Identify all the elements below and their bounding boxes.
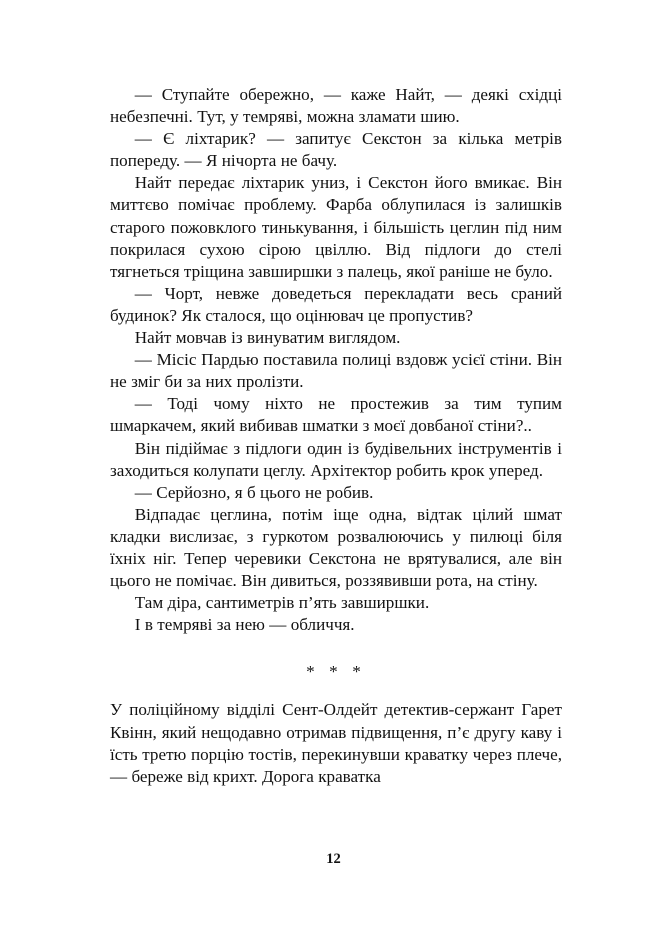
paragraph: У поліційному відділі Сент-Олдейт детектив-сержант Гарет Квінн, який нещодавно отримав підвищення, п’є другу каву і їсть третю порцію тостів, перекинувши краватку через плече, — береже від крихт. Дорога краватка: [110, 700, 562, 786]
paragraph: — Тоді чому ніхто не простежив за тим тупим шмаркачем, який вибивав шматки з моєї довбаної стіни?..: [110, 394, 562, 436]
paragraph: Він підіймає з підлоги один із будівельних інструментів і заходиться колупати цеглу. Архітектор робить крок уперед.: [110, 438, 562, 480]
paragraph: — Ступайте обережно, — каже Найт, — деякі східці небезпечні. Тут, у темряві, можна зламати шию.: [110, 85, 562, 127]
paragraph: Відпадає цеглина, потім іще одна, відтак цілий шмат кладки вислизає, з гуркотом розвалюючись у пилюці біля їхніх ніг. Тепер черевики Секстона не врятувалися, але він цього не помічає. Він дивиться, роззявивши рота, на стіну.: [110, 504, 562, 591]
paragraph: Найт передає ліхтарик униз, і Секстон його вмикає. Він миттєво помічає проблему. Фарба облупилася із залишків старого пожовклого тинькування, і більшість цеглин під ним покрилася сухою сірою цвіллю. Від підлоги до стелі тягнеться тріщина завширшки з палець, якої раніше не було.: [110, 173, 562, 281]
paragraph: — Є ліхтарик? — запитує Секстон за кілька метрів попереду. — Я нічорта не бачу.: [110, 129, 562, 171]
page-number: 12: [326, 851, 341, 867]
paragraph: І в темряві за нею — обличчя.: [134, 615, 355, 635]
paragraph: — Чорт, невже доведеться перекладати весь сраний будинок? Як сталося, що оцінювач це пропустив?: [110, 283, 562, 325]
paragraph: — Місіс Пардью поставила полиці вздовж усієї стіни. Він не зміг би за них пролізти.: [110, 350, 562, 392]
paragraph: Там діра, сантиметрів п’ять завширшки.: [134, 593, 430, 613]
page-text-block: [110, 84, 562, 788]
section-break-divider: * * *: [306, 662, 366, 682]
paragraph: Найт мовчав із винуватим виглядом.: [134, 328, 401, 348]
paragraph: — Серйозно, я б цього не робив.: [134, 482, 374, 502]
